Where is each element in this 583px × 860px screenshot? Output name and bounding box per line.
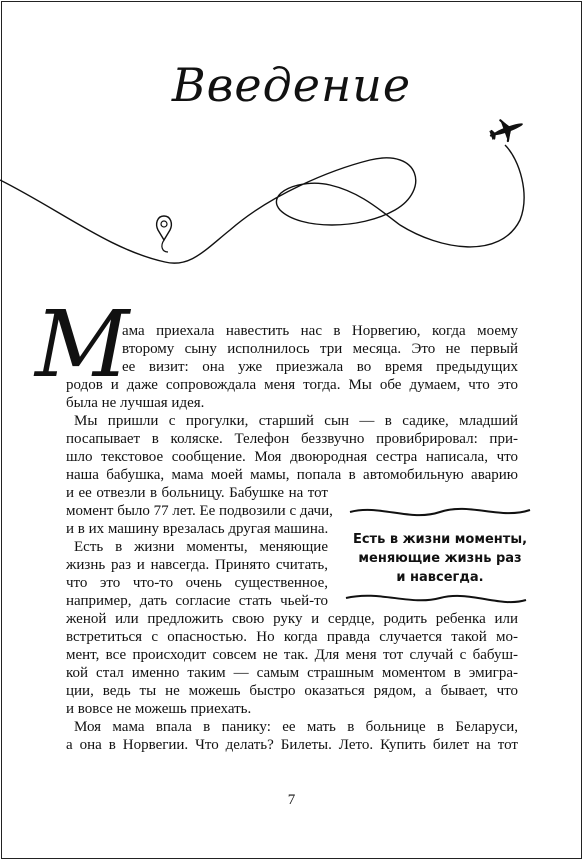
text-line: женой или предложить свою руку и сердце, родить ребенка или [66,611,518,627]
text-line: второму сыну исполнилось три месяца. Это не первый [122,341,518,357]
pull-quote-line: меняющие жизнь раз [358,551,522,566]
pull-quote-text [344,530,536,587]
pull-quote [340,500,540,610]
text-line: встретиться с опасностью. Но когда правда случается такой мо- [66,629,518,645]
text-line: Моя мама впала в панику: ее мать в больнице в Беларуси, [74,719,518,735]
text-line: Мы пришли с прогулки, старший сын — в садике, младший [74,413,518,429]
airplane-icon [487,113,527,147]
text-line: и вовсе не можешь приехать. [66,701,252,717]
text-line: была не лучшая идея. [66,395,205,411]
pull-quote-line: Есть в жизни моменты, [352,532,528,547]
text-line: кой стал именно таким — самым страшным моментом в эмигра- [66,665,518,681]
flight-path-line [0,145,524,263]
drop-cap: М [35,291,130,398]
flight-route-illustration [0,100,583,290]
text-line: мент, все происходит совсем не так. Для меня тот случай с бабуш- [66,647,518,663]
pull-quote-line: и навсегда. [396,570,484,585]
text-line: посапывает в коляске. Телефон беззвучно провибрировал: при- [66,431,518,447]
text-line: что это что-то очень существенное, [66,575,328,591]
text-line: и в их машину врезалась другая машина. [66,521,329,537]
text-line: и ее отвезли в больницу. Бабушке на тот [66,485,328,501]
text-line: момент было 77 лет. Ее подвозили с дачи, [66,503,333,519]
text-line: ее визит: она уже приезжала во время предыдущих [122,359,518,375]
page-number: 7 [287,792,296,808]
text-line: жизнь раз и навсегда. Принято считать, [66,557,328,573]
text-line: наша бабушка, мама моей мамы, попала в автомобильную аварию [66,467,518,483]
location-pin-icon [157,216,172,252]
text-line: Есть в жизни моменты, меняющие [74,539,328,555]
text-line: ции, ведь ты не можешь быстро оказаться рядом, а бывает, что [66,683,518,699]
text-line: ама приехала навестить нас в Норвегию, когда моему [122,323,518,339]
text-line: а она в Норвегии. Что делать? Билеты. Лето. Купить билет на тот [66,737,518,753]
text-line: шло текстовое сообщение. Моя двоюродная сестра написала, что [66,449,518,465]
text-line: родов и даже сопровождала меня тогда. Мы обе думаем, что это [66,377,518,393]
text-line: например, дать согласие стать чьей-то [66,593,328,609]
chapter-title: Введение [171,58,412,112]
